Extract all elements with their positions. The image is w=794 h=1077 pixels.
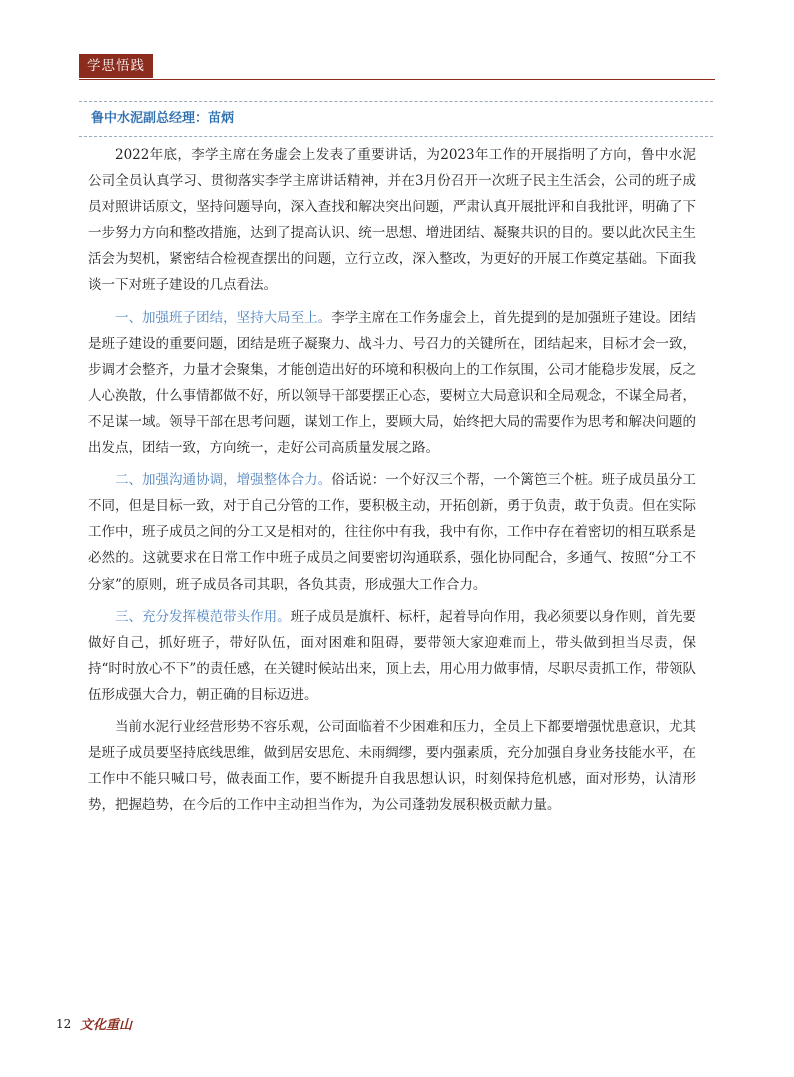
section-body: 俗话说：一个好汉三个帮，一个篱笆三个桩。班子成员虽分工不同，但是目标一致，对于自己分管的工作，要积极主动，开拓创新，勇于负责，敢于负责。但在实际工作中，班子成员之间的分工又是相对的，往往你中有我，我中有你，工作中存在着密切的相互联系是必然的。这就要求在日常工作中班子成员之间要密切沟通联系，强化协同配合，多通气、按照“分工不分家”的原则，班子成员各司其职，各负其责，形成强大工作合力。 <box>88 472 697 593</box>
section-heading: 一、加强班子团结，坚持大局至上。 <box>115 309 332 326</box>
magazine-logo: 文化重山 <box>80 1018 133 1033</box>
section-paragraph <box>88 305 696 462</box>
section-heading: 二、加强沟通协调，增强整体合力。 <box>115 472 332 489</box>
intro-paragraph: 2022年底，李学主席在务虚会上发表了重要讲话，为2023年工作的开展指明了方向，鲁中水泥公司全员认真学习、贯彻落实李学主席讲话精神，并在3月份召开一次班子民主生活会，公司的班子成员对照讲话原文，坚持问题导向，深入查找和解决突出问题，严肃认真开展批评和自我批评，明确了下一步努力方向和整改措施，达到了提高认识、统一思想、增进团结、凝聚共识的目的。要以此次民主生活会为契机，紧密结合检视查摆出的问题，立行立改，深入整改，为更好的开展工作奠定基础。下面我谈一下对班子建设的几点看法。 <box>88 147 696 294</box>
section-body: 李学主席在工作务虚会上，首先提到的是加强班子建设。团结是班子建设的重要问题，团结是班子凝聚力、战斗力、号召力的关键所在，团结起来，目标才会一致，步调才会整齐，力量才会聚集，才能创造出好的环境和积极向上的工作氛围，公司才能稳步发展，反之人心涣散，什么事情都做不好，所以领导干部要摆正心态，要树立大局意识和全局观念，不谋全局者，不足谋一域。领导干部在思考问题，谋划工作上，要顾大局，始终把大局的需要作为思考和解决问题的出发点，团结一致，方向统一，走好公司高质量发展之路。 <box>88 309 697 457</box>
section-paragraph <box>88 467 696 597</box>
closing-paragraph: 当前水泥行业经营形势不容乐观，公司面临着不少困难和压力，全员上下都要增强忧患意识，尤其是班子成员要坚持底线思维，做到居安思危、未雨绸缪，要内强素质，充分加强自身业务技能水平，在工作中不能只喊口号，做表面工作，要不断提升自我思想认识，时刻保持危机感，面对形势，认清形势，把握趋势，在今后的工作中主动担当作为，为公司蓬勃发展积极贡献力量。 <box>88 718 696 814</box>
author-byline: 鲁中水泥副总经理：苗炳 <box>91 111 235 126</box>
byline-box <box>79 101 713 137</box>
section-paragraph <box>88 604 696 708</box>
section-heading: 三、充分发挥模范带头作用。 <box>115 608 291 625</box>
header-rule <box>79 79 715 80</box>
page-number: 12 <box>56 1017 72 1031</box>
column-tag: 学思悟践 <box>79 54 153 78</box>
section-body: 班子成员是旗杆、标杆，起着导向作用，我必须要以身作则，首先要做好自己，抓好班子，带好队伍，面对困难和阻碍，要带领大家迎难而上，带头做到担当尽责，保持“时时放心不下”的责任感，在关键时候站出来，顶上去，用心用力做事情，尽职尽责抓工作，带领队伍形成强大合力，朝正确的目标迈进。 <box>88 608 697 703</box>
article-body <box>88 142 696 824</box>
